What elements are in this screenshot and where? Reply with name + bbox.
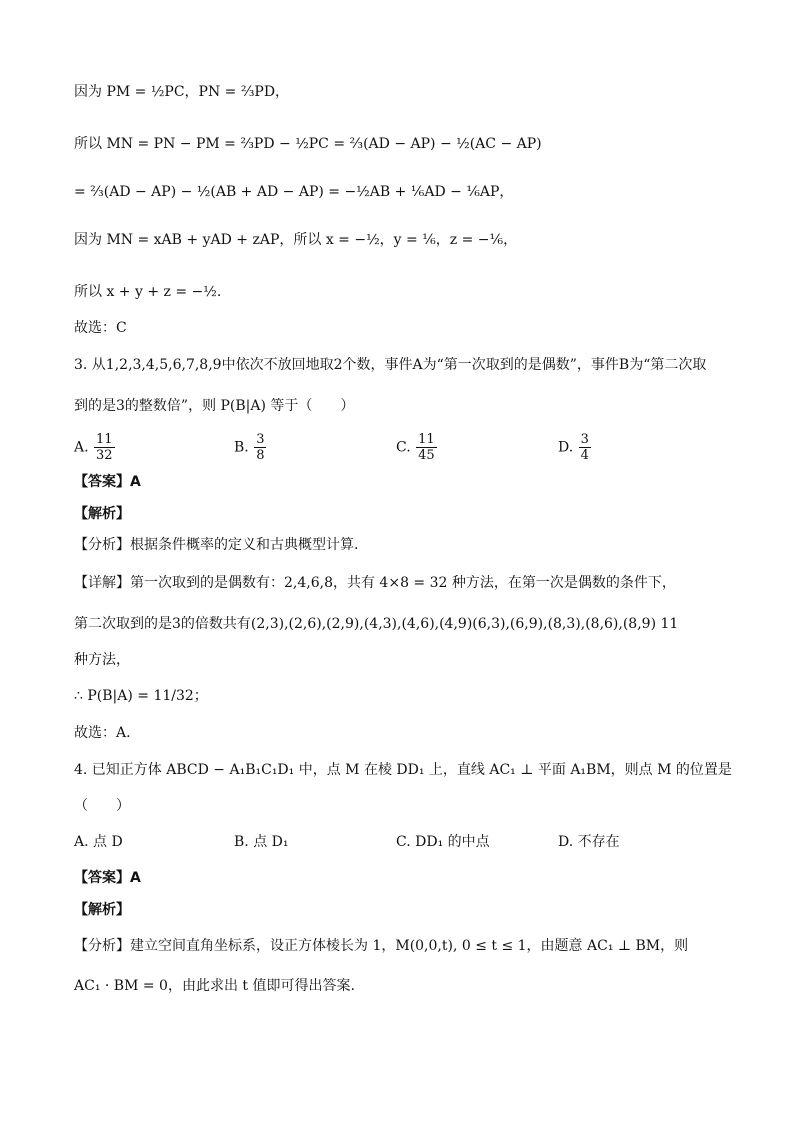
q4-jiexi-heading: 【解析】 xyxy=(74,902,130,918)
fraction-denominator: 32 xyxy=(96,448,113,463)
fraction-numerator: 3 xyxy=(580,432,589,447)
q3-jiexi-heading: 【解析】 xyxy=(74,506,130,522)
q3-option-a xyxy=(74,432,116,463)
solution-choice: 故选：C xyxy=(74,320,127,336)
fraction-numerator: 11 xyxy=(418,432,435,447)
q3-answer: 【答案】A xyxy=(74,474,141,490)
q4-option-c: C. DD₁ 的中点 xyxy=(396,834,490,850)
q3-detail-line-4: ∴ P(B|A) = 11/32； xyxy=(74,688,208,704)
option-label: B. xyxy=(234,439,249,456)
solution-line-1: 因为 PM = ½PC，PN = ⅔PD， xyxy=(74,84,290,100)
q4-stem-line-2: （ ） xyxy=(74,798,130,814)
q3-option-b xyxy=(234,432,267,463)
option-fraction xyxy=(254,432,266,463)
q4-option-b: B. 点 D₁ xyxy=(234,834,289,850)
q3-stem-line-2: 到的是3的整数倍”，则 P(B|A) 等于（ ） xyxy=(74,398,355,414)
q4-option-d: D. 不存在 xyxy=(558,834,620,850)
option-label: D. xyxy=(558,439,574,456)
solution-line-4: 因为 MN = xAB + yAD + zAP，所以 x = −½，y = ⅙，z = −⅙， xyxy=(74,232,518,248)
option-fraction xyxy=(579,432,591,463)
solution-line-5: 所以 x + y + z = −½. xyxy=(74,284,222,300)
solution-line-2: 所以 MN = PN − PM = ⅔PD − ½PC = ⅔(AD − AP) − ½(AC − AP) xyxy=(74,136,542,152)
q4-answer: 【答案】A xyxy=(74,870,141,886)
q3-detail-line-1: 【详解】第一次取到的是偶数有：2,4,6,8，共有 4×8 = 32 种方法，在第一次是偶数的条件下， xyxy=(74,575,676,591)
q3-option-c xyxy=(396,432,438,463)
q3-stem-line-1: 3. 从1,2,3,4,5,6,7,8,9中依次不放回地取2个数，事件A为“第一次取到的是偶数”，事件B为“第二次取 xyxy=(74,357,707,373)
q3-analysis: 【分析】根据条件概率的定义和古典概型计算. xyxy=(74,537,359,553)
q4-stem-line-1: 4. 已知正方体 ABCD − A₁B₁C₁D₁ 中，点 M 在棱 DD₁ 上，直线 AC₁ ⊥ 平面 A₁BM，则点 M 的位置是 xyxy=(74,762,732,778)
q4-analysis-line-1: 【分析】建立空间直角坐标系，设正方体棱长为 1，M(0,0,t), 0 ≤ t ≤ 1，由题意 AC₁ ⊥ BM，则 xyxy=(74,938,689,954)
option-label: A. xyxy=(74,439,89,456)
fraction-denominator: 8 xyxy=(256,448,265,463)
q3-option-d xyxy=(558,432,592,463)
fraction-numerator: 11 xyxy=(96,432,113,447)
option-fraction xyxy=(94,432,115,463)
q3-detail-line-3: 种方法， xyxy=(74,652,130,668)
solution-line-3: = ⅔(AD − AP) − ½(AB + AD − AP) = −½AB + ⅙AD − ⅙AP， xyxy=(74,184,514,200)
fraction-denominator: 4 xyxy=(580,448,589,463)
q3-choice: 故选：A. xyxy=(74,725,131,741)
option-fraction xyxy=(416,432,437,463)
q3-detail-line-2: 第二次取到的是3的倍数共有(2,3),(2,6),(2,9),(4,3),(4,6),(4,9)(6,3),(6,9),(8,3),(8,6),(8,9) 11 xyxy=(74,616,679,632)
fraction-numerator: 3 xyxy=(256,432,265,447)
q4-analysis-line-2: AC₁ · BM = 0，由此求出 t 值即可得出答案. xyxy=(74,978,355,994)
fraction-denominator: 45 xyxy=(418,448,435,463)
option-label: C. xyxy=(396,439,411,456)
q4-option-a: A. 点 D xyxy=(74,834,123,850)
